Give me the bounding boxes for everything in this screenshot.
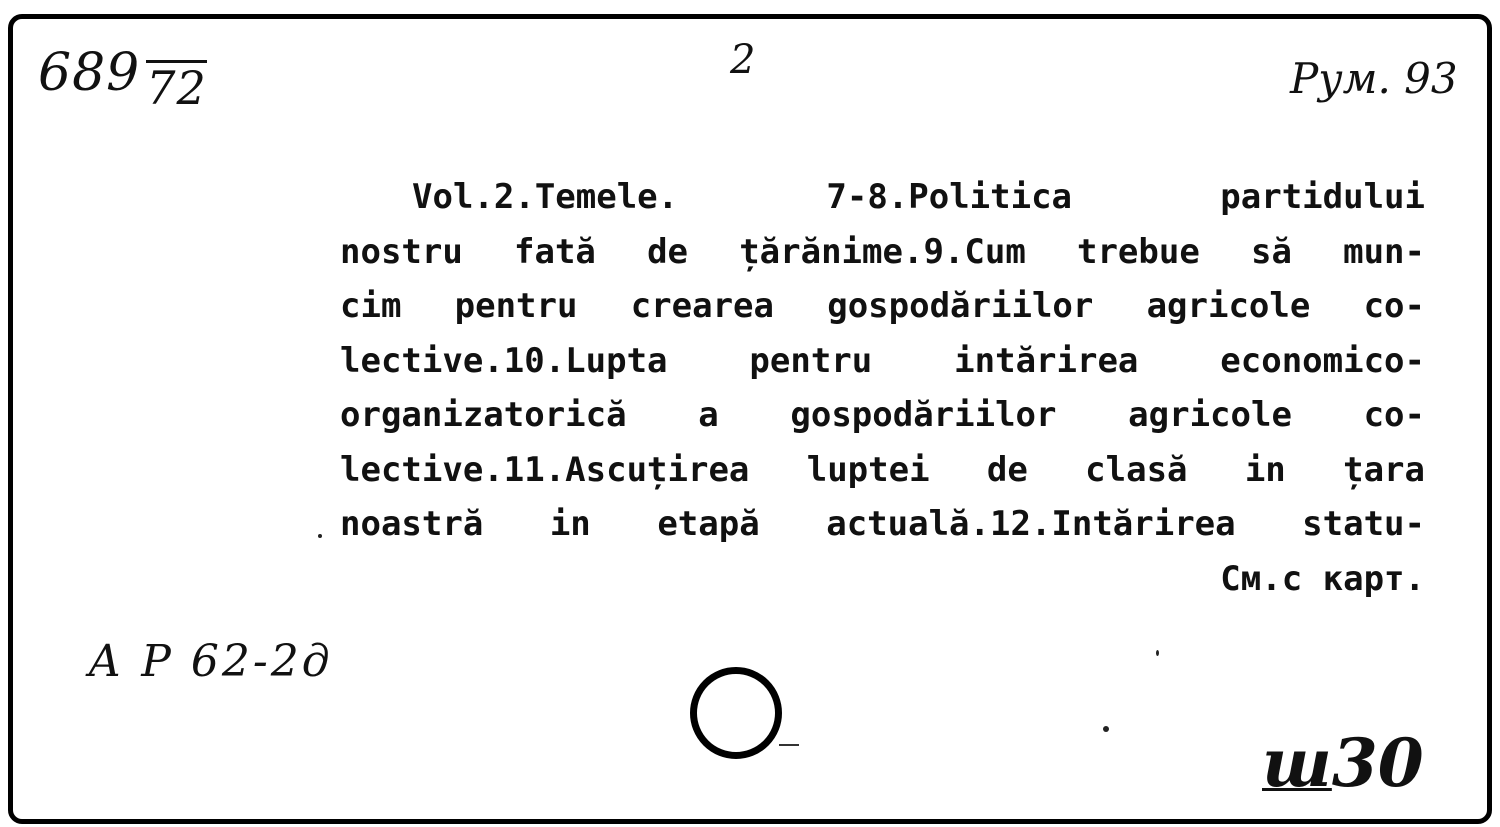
reference-number-value: 30 <box>1331 724 1424 802</box>
call-number-main: 689 <box>38 43 141 103</box>
typed-line: lective.11.Ascuțirea luptei de clasă in țara <box>340 449 1425 490</box>
typed-line: cim pentru crearea gospodăriilor agricole co- <box>340 286 1425 326</box>
call-number <box>38 43 207 115</box>
call-number-sub: 72 <box>146 61 207 115</box>
reference-number-prefix: ш <box>1262 724 1332 802</box>
language-code: Рум. 93 <box>1290 54 1458 103</box>
punch-hole <box>690 667 782 759</box>
punch-hole-mark <box>779 744 799 746</box>
page-number: 2 <box>730 37 756 83</box>
reference-number <box>1262 724 1424 802</box>
typed-line: noastră in etapă actuală.12.Intărirea statu- <box>340 504 1425 544</box>
typed-contents <box>340 170 1425 606</box>
typed-line: organizatorică a gospodăriilor agricole co- <box>340 395 1425 435</box>
ink-speck <box>318 534 322 538</box>
typed-line: Vol.2.Temele. 7-8.Politica partidului <box>412 177 1425 217</box>
ink-speck <box>1103 726 1109 732</box>
ink-speck <box>1156 650 1159 656</box>
typed-line: lective.10.Lupta pentru intărirea economico- <box>340 340 1425 381</box>
typed-line: nostru fată de țărănime.9.Cum trebue să mun- <box>340 231 1425 272</box>
see-card-note: См.с карт. <box>1220 558 1425 599</box>
location-code: А Р 62-2д <box>88 636 333 687</box>
